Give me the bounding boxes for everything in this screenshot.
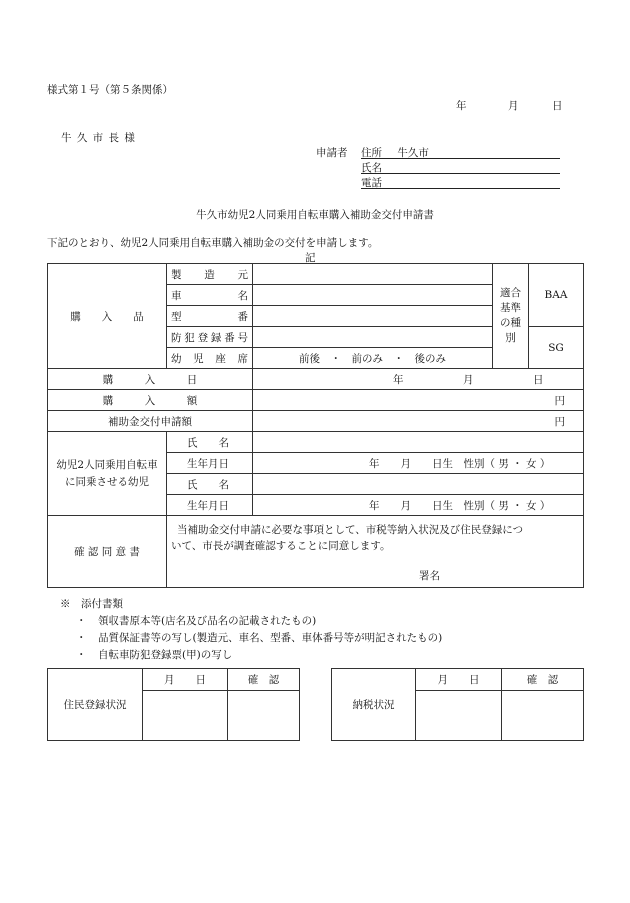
intro-text: 下記のとおり、幼児2人同乗用自転車購入補助金の交付を申請します。 xyxy=(47,237,379,249)
consent-text-1: 当補助金交付申請に必要な事項として、市税等納入状況及び住民登録につ xyxy=(177,524,524,536)
child1-name-label: 氏 名 xyxy=(167,432,253,453)
application-table xyxy=(47,263,584,588)
model-label: 型 番 xyxy=(167,306,253,327)
child1-birth-input[interactable]: 年 月 日生 性別（ 男 ・ 女 ） xyxy=(253,453,584,474)
purchase-item-label: 購 入 品 xyxy=(48,264,167,369)
car-name-label: 車 名 xyxy=(167,285,253,306)
addressee: 牛 久 市 長 様 xyxy=(61,132,136,144)
name-label: 氏名 xyxy=(361,162,382,174)
note-item: ・ 領収書原本等(店名及び品名の記載されたもの) xyxy=(60,613,442,630)
resident-status-box xyxy=(47,668,300,741)
purchase-date-label: 購 入 日 xyxy=(48,369,253,390)
address-label: 住所 xyxy=(361,147,382,159)
resident-confirm-label: 確 認 xyxy=(228,669,300,691)
page-title: 牛久市幼児2人同乗用自転車購入補助金交付申請書 xyxy=(196,209,434,221)
child2-birth-label: 生年月日 xyxy=(167,495,253,516)
seat-options[interactable]: 前後 ・ 前のみ ・ 後のみ xyxy=(253,348,493,369)
date-day: 日 xyxy=(552,100,563,112)
purchase-date-input[interactable] xyxy=(253,369,584,390)
consent-label: 確 認 同 意 書 xyxy=(48,516,167,588)
crime-reg-label: 防犯登録番号 xyxy=(167,327,253,348)
purchase-year: 年 xyxy=(393,374,404,386)
resident-date-label: 月 日 xyxy=(143,669,228,691)
tax-date-input[interactable] xyxy=(416,691,502,741)
attachments-notes xyxy=(60,596,442,664)
manufacturer-label: 製 造 元 xyxy=(167,264,253,285)
bullet-icon: ・ xyxy=(76,632,87,644)
resident-confirm-input[interactable] xyxy=(228,691,300,741)
ki-label: 記 xyxy=(305,252,316,264)
tax-status-box xyxy=(331,668,584,741)
tax-confirm-input[interactable] xyxy=(502,691,584,741)
purchase-amount-label: 購 入 額 xyxy=(48,390,253,411)
phone-label: 電話 xyxy=(361,177,382,189)
child-seat-label: 幼 児 座 席 xyxy=(167,348,253,369)
purchase-month: 月 xyxy=(463,374,474,386)
consent-text-2: いて、市長が調査確認することに同意します。 xyxy=(171,540,391,552)
child2-name-label: 氏 名 xyxy=(167,474,253,495)
subsidy-amount-input[interactable] xyxy=(253,411,584,432)
purchase-day: 日 xyxy=(533,374,544,386)
children-label: 幼児2人同乗用自転車に同乗させる幼児 xyxy=(48,432,167,516)
notes-header: ※ 添付書類 xyxy=(60,598,123,610)
signature-label: 署名 xyxy=(419,570,440,582)
note-item: ・ 自転車防犯登録票(甲)の写し xyxy=(60,647,442,664)
applicant-label: 申請者 xyxy=(316,147,348,159)
bullet-icon: ・ xyxy=(76,649,87,661)
tax-confirm-label: 確 認 xyxy=(502,669,584,691)
standard-baa[interactable]: BAA xyxy=(529,264,584,327)
resident-date-input[interactable] xyxy=(143,691,228,741)
purchase-amount-input[interactable] xyxy=(253,390,584,411)
manufacturer-input[interactable] xyxy=(253,264,493,285)
bullet-icon: ・ xyxy=(76,615,87,627)
subsidy-amount-label: 補助金交付申請額 xyxy=(48,411,253,432)
tax-status-label: 納税状況 xyxy=(332,669,416,741)
standard-sg[interactable]: SG xyxy=(529,327,584,369)
phone-field[interactable] xyxy=(361,175,560,189)
child2-birth-input[interactable]: 年 月 日生 性別（ 男 ・ 女 ） xyxy=(253,495,584,516)
yen-label: 円 xyxy=(554,394,565,407)
address-value: 牛久市 xyxy=(397,147,429,159)
yen-label: 円 xyxy=(554,415,565,428)
model-input[interactable] xyxy=(253,306,493,327)
date-year: 年 xyxy=(456,100,467,112)
child1-name-input[interactable] xyxy=(253,432,584,453)
note-item: ・ 品質保証書等の写し(製造元、車名、型番、車体番号等が明記されたもの) xyxy=(60,630,442,647)
form-number: 様式第１号（第５条関係） xyxy=(47,84,173,96)
name-field[interactable] xyxy=(361,160,560,174)
resident-status-label: 住民登録状況 xyxy=(48,669,143,741)
address-field[interactable] xyxy=(361,145,560,159)
consent-box[interactable] xyxy=(167,516,584,588)
standard-label: 適合基準の種別 xyxy=(493,264,529,369)
crime-reg-input[interactable] xyxy=(253,327,493,348)
car-name-input[interactable] xyxy=(253,285,493,306)
date-month: 月 xyxy=(508,100,519,112)
child1-birth-label: 生年月日 xyxy=(167,453,253,474)
child2-name-input[interactable] xyxy=(253,474,584,495)
tax-date-label: 月 日 xyxy=(416,669,502,691)
